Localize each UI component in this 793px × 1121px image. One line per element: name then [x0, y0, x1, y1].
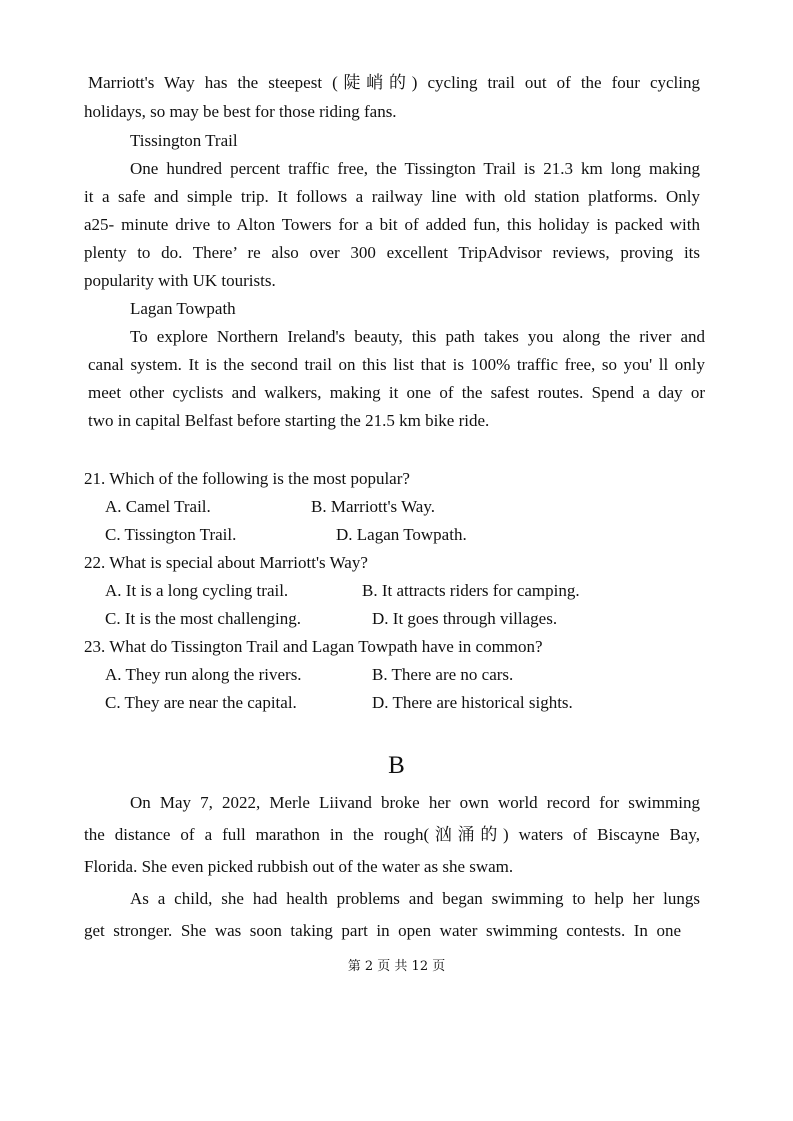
tissington-line-2: it a safe and simple trip. It follows a railway line with old station platforms. Only [84, 187, 700, 206]
lagan-line-3: meet other cyclists and walkers, making it one of the safest routes. Spend a day or [88, 383, 705, 402]
marriotts-line-2: holidays, so may be best for those riding fans. [84, 102, 397, 121]
tissington-line-4: plenty to do. There’ re also over 300 excellent TripAdvisor reviews, proving its [84, 243, 700, 262]
lagan-line-2: canal system. It is the second trail on this list that is 100% traffic free, so you' ll only [88, 355, 705, 374]
tissington-title: Tissington Trail [130, 131, 238, 150]
question-21-stem: 21. Which of the following is the most popular? [84, 469, 410, 488]
question-22-option-d: D. It goes through villages. [372, 609, 558, 628]
section-b-para2-line-2: get stronger. She was soon taking part in open water swimming contests. In one [84, 921, 681, 940]
page-footer: 第 2 页 共 12 页 [347, 959, 446, 974]
section-b-para1-line-2: the distance of a full marathon in the rough(汹涌的) waters of Biscayne Bay, [84, 825, 700, 844]
question-23-option-c: C. They are near the capital. [105, 693, 297, 712]
question-22-option-a: A. It is a long cycling trail. [105, 581, 289, 600]
tissington-line-5: popularity with UK tourists. [84, 271, 276, 290]
section-b-heading: B [388, 752, 405, 779]
marriotts-line-1: Marriott's Way has the steepest (陡峭的) cycling trail out of the four cycling [88, 73, 700, 92]
question-21-option-d: D. Lagan Towpath. [336, 525, 467, 544]
section-b-para1-line-3: Florida. She even picked rubbish out of the water as she swam. [84, 857, 514, 876]
lagan-line-4: two in capital Belfast before starting the 21.5 km bike ride. [88, 411, 490, 430]
lagan-title: Lagan Towpath [130, 299, 236, 318]
lagan-line-1: To explore Northern Ireland's beauty, this path takes you along the river and [130, 327, 705, 346]
section-b-para1-line-1: On May 7, 2022, Merle Liivand broke her own world record for swimming [130, 793, 700, 812]
question-23-option-b: B. There are no cars. [372, 665, 514, 684]
section-b-para2-line-1: As a child, she had health problems and began swimming to help her lungs [130, 889, 700, 908]
question-23-option-a: A. They run along the rivers. [105, 665, 302, 684]
tissington-line-3: a25- minute drive to Alton Towers for a bit of added fun, this holiday is packed with [84, 215, 700, 234]
tissington-line-1: One hundred percent traffic free, the Tissington Trail is 21.3 km long making [130, 159, 700, 178]
question-21-option-b: B. Marriott's Way. [311, 497, 435, 516]
question-22-stem: 22. What is special about Marriott's Way? [84, 553, 368, 572]
question-21-option-c: C. Tissington Trail. [105, 525, 237, 544]
question-22-option-b: B. It attracts riders for camping. [362, 581, 580, 600]
question-23-option-d: D. There are historical sights. [372, 693, 573, 712]
question-23-stem: 23. What do Tissington Trail and Lagan Towpath have in common? [84, 637, 543, 656]
question-21-option-a: A. Camel Trail. [105, 497, 211, 516]
question-22-option-c: C. It is the most challenging. [105, 609, 301, 628]
